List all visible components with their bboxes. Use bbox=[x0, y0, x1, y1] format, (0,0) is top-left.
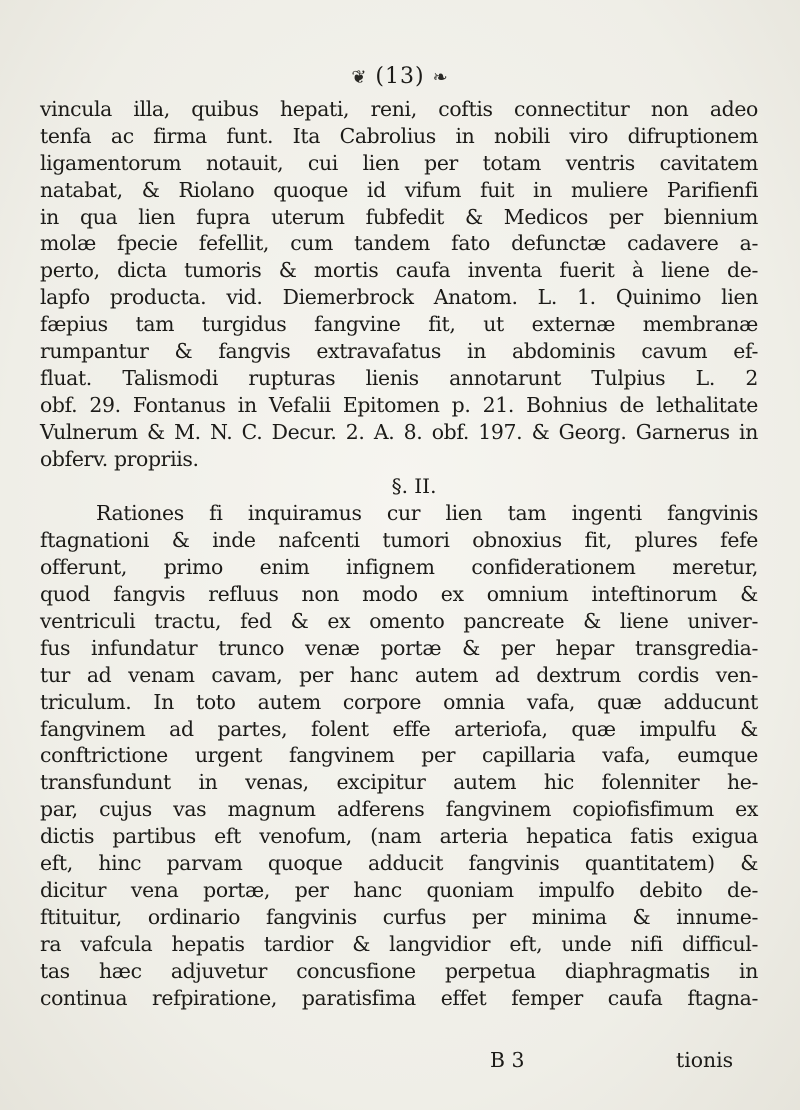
catchword: tionis bbox=[676, 1048, 734, 1072]
text-line: transfundunt in venas, excipitur autem hic folenniter he- bbox=[40, 770, 758, 795]
text-line: Rationes fi inquiramus cur lien tam ingenti fangvinis bbox=[96, 501, 758, 526]
text-line: fangvinem ad partes, folent effe arteriofa, quæ impulfu & bbox=[40, 716, 758, 741]
text-line: fluat. Talismodi rupturas lienis annotarunt Tulpius L. 2 bbox=[40, 365, 758, 390]
text-line: tenfa ac firma funt. Ita Cabrolius in nobili viro difruptionem bbox=[40, 123, 758, 148]
text-line: quod fangvis refluus non modo ex omnium inteftinorum & bbox=[40, 582, 758, 607]
text-line: eft, hinc parvam quoque adducit fangvinis quantitatem) & bbox=[40, 851, 758, 876]
running-head bbox=[0, 64, 800, 89]
text-line: fus infundatur trunco venæ portæ & per hepar transgredia- bbox=[40, 635, 758, 660]
text-line: tur ad venam cavam, per hanc autem ad dextrum cordis ven- bbox=[40, 662, 758, 687]
section-heading: §. II. bbox=[391, 474, 437, 499]
text-line: tas hæc adjuvetur concusfione perpetua diaphragmatis in bbox=[40, 958, 758, 983]
text-line: ftituitur, ordinario fangvinis curfus per minima & innume- bbox=[40, 904, 758, 929]
text-line: molæ fpecie fefellit, cum tandem fato defunctæ cadavere a- bbox=[40, 231, 758, 256]
text-line: obf. 29. Fontanus in Vefalii Epitomen p. 21. Bohnius de lethalitate bbox=[40, 392, 758, 417]
body-text bbox=[40, 96, 758, 1011]
text-line: perto, dicta tumoris & mortis caufa inventa fuerit à liene de- bbox=[40, 258, 758, 283]
text-line: rumpantur & fangvis extravafatus in abdominis cavum ef- bbox=[40, 339, 758, 364]
text-line: ra vafcula hepatis tardior & langvidior eft, unde nifi difficul- bbox=[40, 931, 758, 956]
text-line: continua refpiratione, paratisfima effet femper caufa ftagna- bbox=[40, 985, 758, 1010]
text-line: vincula illa, quibus hepati, reni, coftis connectitur non adeo bbox=[40, 97, 758, 121]
text-line: obferv. propriis. bbox=[40, 446, 199, 471]
text-line: dictis partibus eft venofum, (nam arteria hepatica fatis exigua bbox=[40, 824, 758, 849]
paragraph-1 bbox=[40, 96, 758, 472]
text-line: in qua lien fupra uterum fubfedit & Medicos per biennium bbox=[40, 204, 758, 229]
text-line: offerunt, primo enim infignem confiderationem meretur, bbox=[40, 555, 758, 580]
ornament-left-icon: ❦ bbox=[351, 67, 368, 88]
text-line: par, cujus vas magnum adferens fangvinem copiofisfimum ex bbox=[40, 797, 758, 822]
text-line: triculum. In toto autem corpore omnia vafa, quæ adducunt bbox=[40, 689, 758, 714]
text-line: conftrictione urgent fangvinem per capillaria vafa, eumque bbox=[40, 743, 758, 768]
paragraph-2 bbox=[40, 500, 758, 1011]
text-line: lapfo producta. vid. Diemerbrock Anatom. L. 1. Quinimo lien bbox=[40, 285, 758, 310]
text-line: Vulnerum & M. N. C. Decur. 2. A. 8. obf. 197. & Georg. Garnerus in bbox=[40, 419, 758, 444]
text-line: natabat, & Riolano quoque id vifum fuit in muliere Parifienfi bbox=[40, 177, 758, 202]
text-line: ligamentorum notauit, cui lien per totam ventris cavitatem bbox=[40, 150, 758, 175]
ornament-right-icon: ❧ bbox=[432, 67, 449, 88]
page-footer bbox=[0, 1046, 800, 1074]
text-line: ftagnationi & inde nafcenti tumori obnoxius fit, plures fefe bbox=[40, 528, 758, 553]
text-line: ventriculi tractu, fed & ex omento pancreate & liene univer- bbox=[40, 609, 758, 634]
text-line: dicitur vena portæ, per hanc quoniam impulfo debito de- bbox=[40, 877, 758, 902]
signature-mark: B 3 bbox=[490, 1048, 525, 1072]
page-number: (13) bbox=[375, 64, 425, 89]
text-line: fæpius tam turgidus fangvine fit, ut externæ membranæ bbox=[40, 312, 758, 337]
